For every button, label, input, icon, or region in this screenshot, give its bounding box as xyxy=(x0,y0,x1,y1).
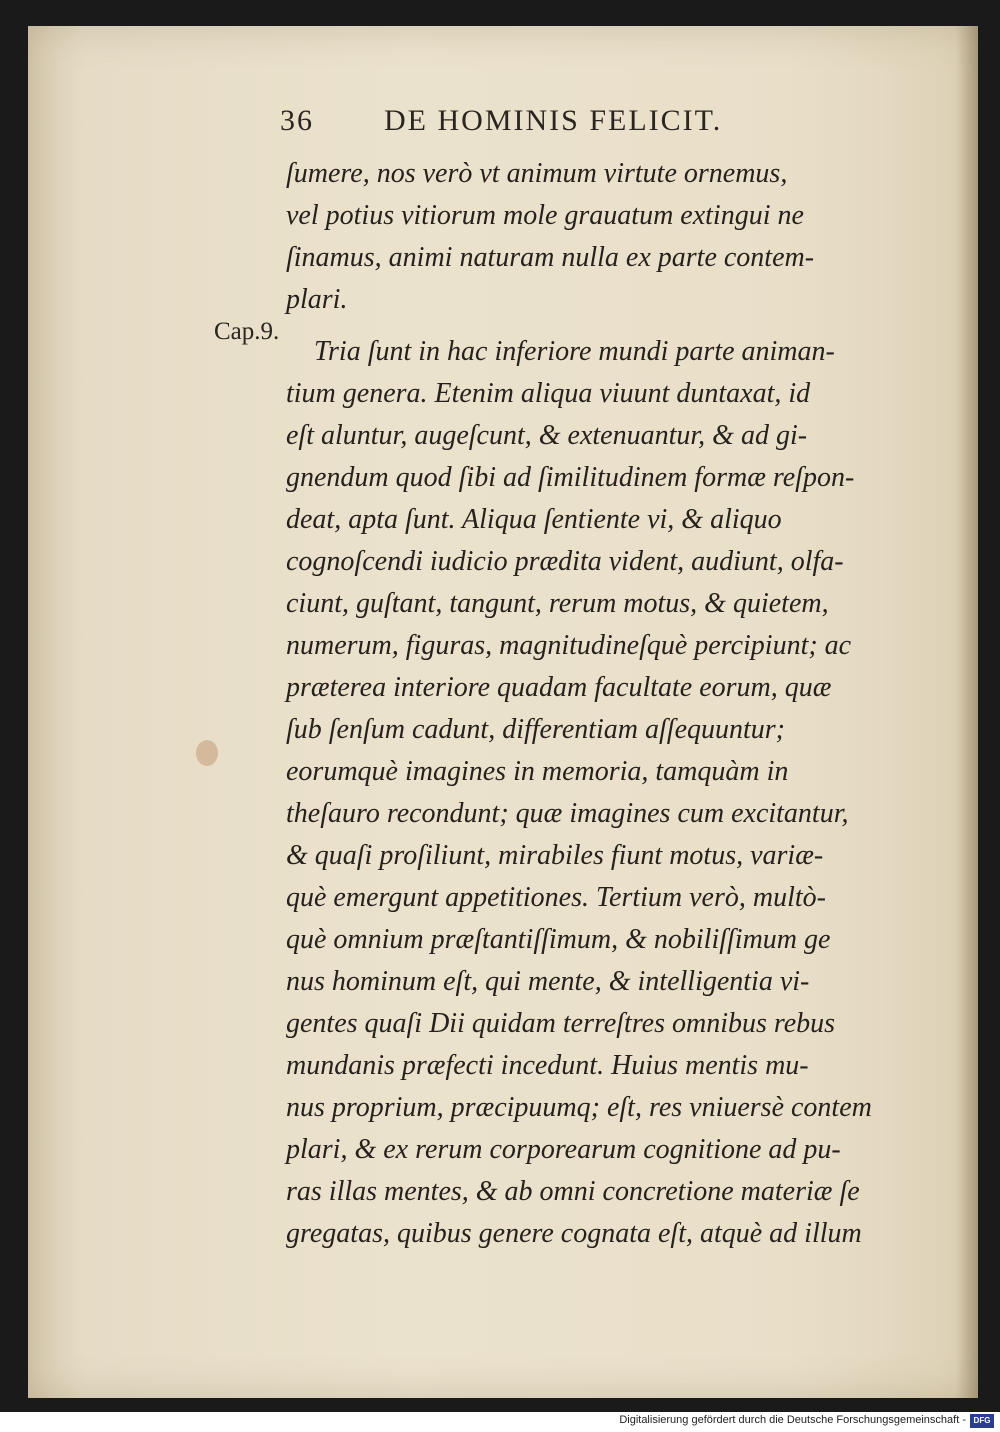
text-line: gnendum quod ſibi ad ſimilitudinem formæ reſpon- xyxy=(286,462,855,493)
marginal-chapter-note: Cap.9. xyxy=(214,318,280,345)
page-number: 36 xyxy=(280,104,314,137)
running-head xyxy=(280,104,800,144)
text-line: numerum, figuras, magnitudineſquè percipiunt; ac xyxy=(286,630,852,661)
text-line: theſauro recondunt; quæ imagines cum excitantur, xyxy=(286,798,849,829)
text-line: cognoſcendi iudicio prædita vident, audiunt, olfa- xyxy=(286,546,844,577)
text-line: ſumere, nos verò vt animum virtute ornemus, xyxy=(286,158,788,189)
text-line: Tria ſunt in hac inferiore mundi parte animan- xyxy=(314,336,835,367)
footer-bar xyxy=(0,1412,1000,1432)
text-line: nus proprium, præcipuumq; eſt, res vniuersè contem xyxy=(286,1092,872,1123)
text-line: plari, & ex rerum corporearum cognitione ad pu- xyxy=(286,1134,841,1165)
text-line: plari. xyxy=(286,284,348,315)
text-line: eſt aluntur, augeſcunt, & extenuantur, & ad gi- xyxy=(286,420,808,451)
funding-credit: Digitalisierung gefördert durch die Deutsche Forschungsgemeinschaft - xyxy=(619,1414,966,1426)
text-line: ciunt, guſtant, tangunt, rerum motus, & quietem, xyxy=(286,588,829,619)
text-line: & quaſi proſiliunt, mirabiles fiunt motus, variæ- xyxy=(286,840,824,871)
running-title: DE HOMINIS FELICIT. xyxy=(384,104,723,137)
text-line: mundanis præfecti incedunt. Huius mentis mu- xyxy=(286,1050,809,1081)
paper-stain xyxy=(196,740,218,766)
text-line: ſub ſenſum cadunt, differentiam aſſequuntur; xyxy=(286,714,786,745)
text-line: gentes quaſi Dii quidam terreſtres omnibus rebus xyxy=(286,1008,836,1039)
text-line: què omnium præſtantiſſimum, & nobiliſſimum ge xyxy=(286,924,831,955)
text-line: vel potius vitiorum mole grauatum extingui ne xyxy=(286,200,804,231)
text-line: ſinamus, animi naturam nulla ex parte contem- xyxy=(286,242,815,273)
text-line: què emergunt appetitiones. Tertium verò, multò- xyxy=(286,882,826,913)
text-line: eorumquè imagines in memoria, tamquàm in xyxy=(286,756,789,787)
dfg-logo: DFG xyxy=(970,1414,994,1428)
text-line: tium genera. Etenim aliqua viuunt duntaxat, id xyxy=(286,378,811,409)
page-edge-shadow xyxy=(956,26,978,1398)
text-line: ras illas mentes, & ab omni concretione materiæ ſe xyxy=(286,1176,860,1207)
body-text xyxy=(286,153,926,1255)
text-line: deat, apta ſunt. Aliqua ſentiente vi, & aliquo xyxy=(286,504,782,535)
text-line: nus hominum eſt, qui mente, & intelligentia vi- xyxy=(286,966,810,997)
text-line: gregatas, quibus genere cognata eſt, atquè ad illum xyxy=(286,1218,862,1249)
text-line: præterea interiore quadam facultate eorum, quæ xyxy=(286,672,832,703)
